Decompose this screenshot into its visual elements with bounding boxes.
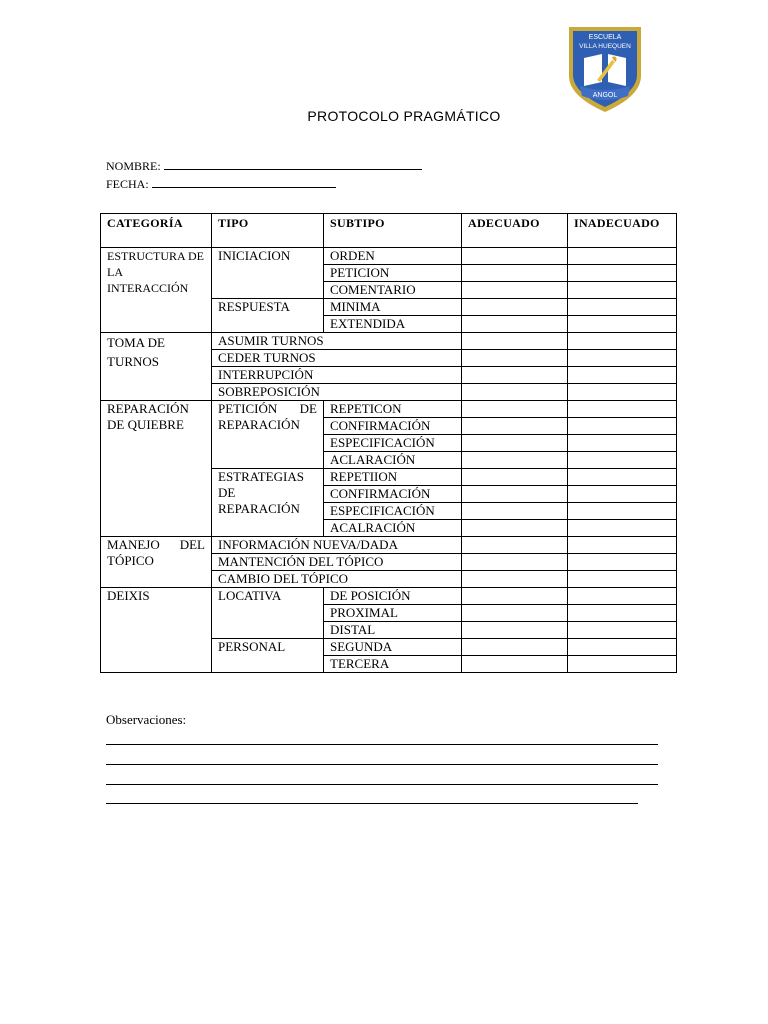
- inadecuado-cell[interactable]: [568, 486, 677, 503]
- adecuado-cell[interactable]: [462, 384, 568, 401]
- adecuado-cell[interactable]: [462, 418, 568, 435]
- subtype-cell: REPETIION: [324, 469, 462, 486]
- page-title: PROTOCOLO PRAGMÁTICO: [307, 108, 501, 124]
- header-tipo: TIPO: [212, 214, 324, 248]
- adecuado-cell[interactable]: [462, 588, 568, 605]
- nombre-label: NOMBRE:: [106, 159, 161, 173]
- category-cell: DEIXIS: [101, 588, 212, 673]
- subtype-cell: REPETICON: [324, 401, 462, 418]
- subtype-cell: SEGUNDA: [324, 639, 462, 656]
- adecuado-cell[interactable]: [462, 605, 568, 622]
- type-cell: CAMBIO DEL TÓPICO: [212, 571, 462, 588]
- type-cell: RESPUESTA: [212, 299, 324, 333]
- subtype-cell: EXTENDIDA: [324, 316, 462, 333]
- adecuado-cell[interactable]: [462, 248, 568, 265]
- adecuado-cell[interactable]: [462, 622, 568, 639]
- inadecuado-cell[interactable]: [568, 605, 677, 622]
- adecuado-cell[interactable]: [462, 401, 568, 418]
- inadecuado-cell[interactable]: [568, 265, 677, 282]
- adecuado-cell[interactable]: [462, 656, 568, 673]
- inadecuado-cell[interactable]: [568, 639, 677, 656]
- inadecuado-cell[interactable]: [568, 248, 677, 265]
- type-cell: INFORMACIÓN NUEVA/DADA: [212, 537, 462, 554]
- type-cell: LOCATIVA: [212, 588, 324, 639]
- inadecuado-cell[interactable]: [568, 503, 677, 520]
- inadecuado-cell[interactable]: [568, 333, 677, 350]
- subtype-cell: DE POSICIÓN: [324, 588, 462, 605]
- type-cell: MANTENCIÓN DEL TÓPICO: [212, 554, 462, 571]
- table-row: [101, 401, 677, 418]
- type-cell: PERSONAL: [212, 639, 324, 673]
- adecuado-cell[interactable]: [462, 639, 568, 656]
- adecuado-cell[interactable]: [462, 554, 568, 571]
- adecuado-cell[interactable]: [462, 452, 568, 469]
- adecuado-cell[interactable]: [462, 503, 568, 520]
- type-cell: INICIACION: [212, 248, 324, 299]
- inadecuado-cell[interactable]: [568, 350, 677, 367]
- observaciones-line[interactable]: [106, 764, 658, 765]
- observaciones-line[interactable]: [106, 803, 638, 804]
- header-adecuado: ADECUADO: [462, 214, 568, 248]
- inadecuado-cell[interactable]: [568, 588, 677, 605]
- inadecuado-cell[interactable]: [568, 520, 677, 537]
- inadecuado-cell[interactable]: [568, 537, 677, 554]
- logo-bottom-text: ANGOL: [592, 92, 618, 99]
- subtype-cell: COMENTARIO: [324, 282, 462, 299]
- fecha-label: FECHA:: [106, 177, 149, 191]
- fecha-field: [106, 176, 336, 192]
- inadecuado-cell[interactable]: [568, 401, 677, 418]
- type-cell: SOBREPOSICIÓN: [212, 384, 462, 401]
- inadecuado-cell[interactable]: [568, 299, 677, 316]
- logo-top-text: ESCUELA: [588, 34, 622, 41]
- inadecuado-cell[interactable]: [568, 384, 677, 401]
- adecuado-cell[interactable]: [462, 282, 568, 299]
- type-cell: ASUMIR TURNOS: [212, 333, 462, 350]
- inadecuado-cell[interactable]: [568, 418, 677, 435]
- subtype-cell: ACLARACIÓN: [324, 452, 462, 469]
- adecuado-cell[interactable]: [462, 520, 568, 537]
- subtype-cell: CONFIRMACIÓN: [324, 486, 462, 503]
- subtype-cell: TERCERA: [324, 656, 462, 673]
- observaciones-label: Observaciones:: [106, 712, 187, 727]
- fecha-input-line[interactable]: [152, 176, 336, 188]
- subtype-cell: PROXIMAL: [324, 605, 462, 622]
- subtype-cell: PETICION: [324, 265, 462, 282]
- subtype-cell: MINIMA: [324, 299, 462, 316]
- nombre-input-line[interactable]: [164, 158, 422, 170]
- subtype-cell: ACALRACIÓN: [324, 520, 462, 537]
- header-subtipo: SUBTIPO: [324, 214, 462, 248]
- subtype-cell: ESPECIFICACIÓN: [324, 435, 462, 452]
- category-cell: TOMA DE TURNOS: [101, 333, 212, 401]
- adecuado-cell[interactable]: [462, 350, 568, 367]
- logo-middle-text: VILLA HUEQUEN: [579, 43, 631, 50]
- category-cell: MANEJO DEL TÓPICO: [101, 537, 212, 588]
- table-row: [101, 333, 677, 350]
- table-row: [101, 588, 677, 605]
- school-logo: [566, 24, 644, 114]
- adecuado-cell[interactable]: [462, 299, 568, 316]
- table-row: [101, 537, 677, 554]
- type-cell: INTERRUPCIÓN: [212, 367, 462, 384]
- type-cell: CEDER TURNOS: [212, 350, 462, 367]
- inadecuado-cell[interactable]: [568, 469, 677, 486]
- adecuado-cell[interactable]: [462, 316, 568, 333]
- adecuado-cell[interactable]: [462, 571, 568, 588]
- type-cell: ESTRATEGIAS DE REPARACIÓN: [212, 469, 324, 537]
- inadecuado-cell[interactable]: [568, 282, 677, 299]
- observaciones-line[interactable]: [106, 744, 658, 745]
- inadecuado-cell[interactable]: [568, 622, 677, 639]
- inadecuado-cell[interactable]: [568, 435, 677, 452]
- inadecuado-cell[interactable]: [568, 554, 677, 571]
- table-header-row: [101, 214, 677, 248]
- adecuado-cell[interactable]: [462, 367, 568, 384]
- header-inadecuado: INADECUADO: [568, 214, 677, 248]
- inadecuado-cell[interactable]: [568, 571, 677, 588]
- observaciones-line[interactable]: [106, 784, 658, 785]
- inadecuado-cell[interactable]: [568, 656, 677, 673]
- subtype-cell: DISTAL: [324, 622, 462, 639]
- type-cell: PETICIÓN DE REPARACIÓN: [212, 401, 324, 469]
- header-categoria: CATEGORÍA: [101, 214, 212, 248]
- adecuado-cell[interactable]: [462, 537, 568, 554]
- subtype-cell: ESPECIFICACIÓN: [324, 503, 462, 520]
- table-row: [101, 248, 677, 265]
- subtype-cell: CONFIRMACIÓN: [324, 418, 462, 435]
- adecuado-cell[interactable]: [462, 265, 568, 282]
- category-cell: REPARACIÓN DE QUIEBRE: [101, 401, 212, 537]
- adecuado-cell[interactable]: [462, 333, 568, 350]
- nombre-field: [106, 158, 422, 174]
- category-cell: ESTRUCTURA DE LA INTERACCIÓN: [101, 248, 212, 333]
- subtype-cell: ORDEN: [324, 248, 462, 265]
- adecuado-cell[interactable]: [462, 435, 568, 452]
- inadecuado-cell[interactable]: [568, 316, 677, 333]
- inadecuado-cell[interactable]: [568, 367, 677, 384]
- adecuado-cell[interactable]: [462, 486, 568, 503]
- pragmatic-protocol-table: [100, 213, 677, 673]
- adecuado-cell[interactable]: [462, 469, 568, 486]
- inadecuado-cell[interactable]: [568, 452, 677, 469]
